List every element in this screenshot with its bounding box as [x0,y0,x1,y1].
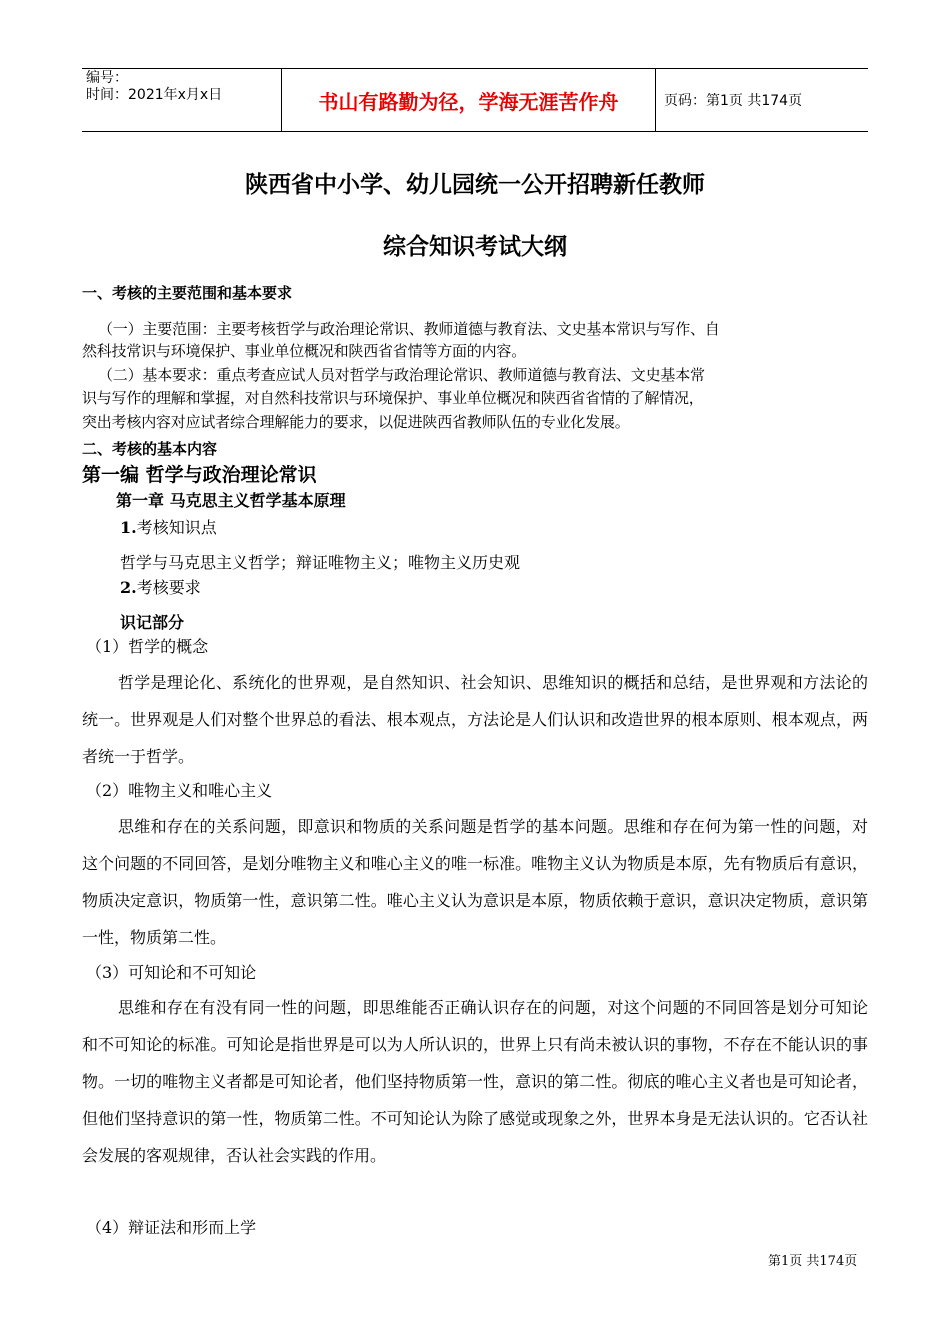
scope-line-2: 然科技常识与环境保护、事业单位概况和陕西省省情等方面的内容。 [82,342,527,360]
item3-title: （3）可知论和不可知论 [86,963,257,982]
point1-number: 1. [120,518,137,537]
chapter1-heading: 第一章 马克思主义哲学基本原理 [116,491,346,510]
point1-label: 考核知识点 [136,518,217,537]
item1-title: （1）哲学的概念 [86,637,209,656]
requirement-line-2: 识与写作的理解和掌握，对自然科技常识与环境保护、事业单位概况和陕西省省情的了解情况， [82,389,704,407]
item4-title: （4）辩证法和形而上学 [86,1218,257,1237]
memorize-heading: 识记部分 [120,613,185,632]
doc-title-line1: 陕西省中小学、幼儿园统一公开招聘新任教师 [245,172,705,198]
number-label: 编号： [86,70,128,86]
item2-paragraph: 思维和存在的关系问题，即意识和物质的关系问题是哲学的基本问题。思维和存在何为第一性的问题，对这个问题的不同回答，是划分唯物主义和唯心主义的唯一标准。唯物主义认为物质是本原，先有物质后有意识，物质决定意识，物质第一性，意识第二性。唯心主义认为意识是本原，物质依赖于意识，意识决定物质，意识第一性，物质第二性。 [82,817,868,947]
date-label: 时间：2021年x月x日 [86,87,223,103]
item2-title: （2）唯物主义和唯心主义 [86,781,273,800]
point2-heading [120,575,201,598]
point2-number: 2. [120,578,137,597]
point1-heading [120,515,217,538]
requirement-line-1: （二）基本要求：重点考查应试人员对哲学与政治理论常识、教师道德与教育法、文史基本常 [98,366,705,384]
point1-content: 哲学与马克思主义哲学；辩证唯物主义；唯物主义历史观 [120,553,521,572]
item1-paragraph: 哲学是理论化、系统化的世界观，是自然知识、社会知识、思维知识的概括和总结，是世界观和方法论的统一。世界观是人们对整个世界总的看法、根本观点，方法论是人们认识和改造世界的根本原则、根本观点，两者统一于哲学。 [82,673,868,766]
requirement-line-3: 突出考核内容对应试者综合理解能力的要求，以促进陕西省教师队伍的专业化发展。 [82,413,630,431]
scope-line-1: （一）主要范围：主要考核哲学与政治理论常识、教师道德与教育法、文史基本常识与写作、自 [98,320,720,338]
header-page-info: 页码：第1页 共174页 [664,93,803,109]
item3-paragraph: 思维和存在有没有同一性的问题，即思维能否正确认识存在的问题，对这个问题的不同回答是划分可知论和不可知论的标准。可知论是指世界是可以为人所认识的，世界上只有尚未被认识的事物，不存在不能认识的事物。一切的唯物主义者都是可知论者，他们坚持物质第一性，意识的第二性。彻底的唯心主义者也是可知论者，但他们坚持意识的第一性，物质第二性。不可知论认为除了感觉或现象之外，世界本身是无法认识的。它否认社会发展的客观规律，否认社会实践的作用。 [82,998,868,1165]
doc-title-line2: 综合知识考试大纲 [383,234,567,260]
section2-heading: 二、考核的基本内容 [82,440,218,458]
section1-heading: 一、考核的主要范围和基本要求 [82,284,293,302]
point2-label: 考核要求 [136,578,201,597]
header-meta [86,70,278,130]
page-header [82,68,868,132]
page-footer: 第1页 共174页 [768,1254,858,1269]
part1-heading: 第一编 哲学与政治理论常识 [82,464,317,486]
header-motto: 书山有路勤为径，学海无涯苦作舟 [281,69,656,131]
